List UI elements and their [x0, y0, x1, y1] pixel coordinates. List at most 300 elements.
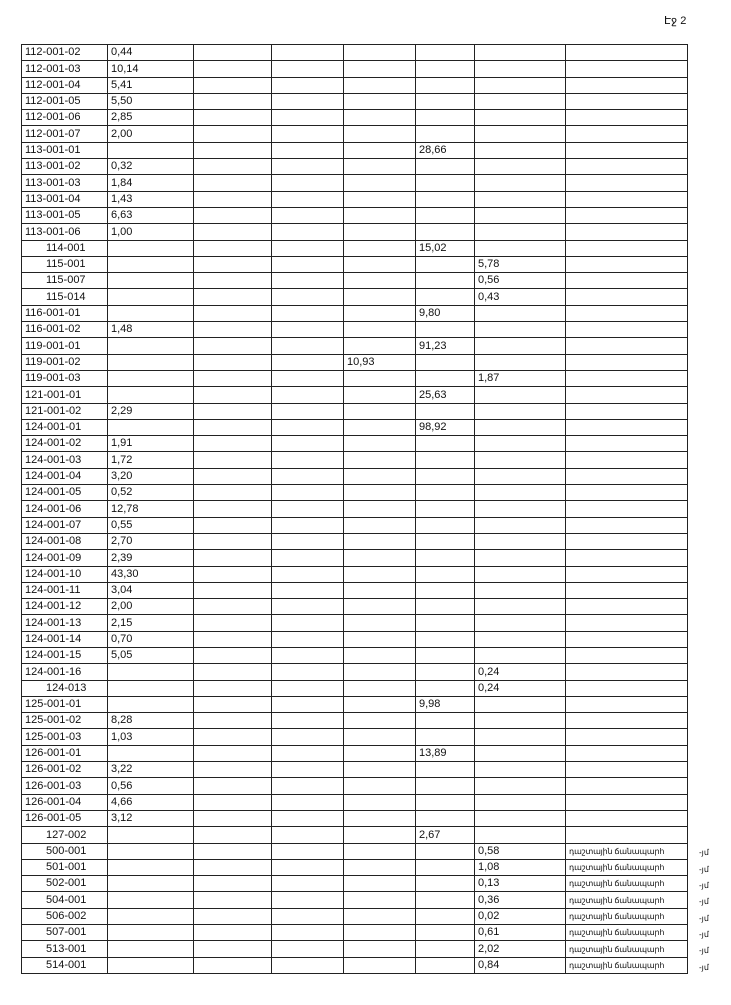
area-col4-cell [344, 305, 416, 321]
note-cell [566, 126, 688, 142]
land-parcel-table [21, 44, 688, 974]
note-cell [566, 550, 688, 566]
blank-col3-cell [272, 631, 344, 647]
area-col4-cell [344, 664, 416, 680]
area-col6-cell: 0,13 [475, 876, 566, 892]
note-cell [566, 207, 688, 223]
area-col4-cell [344, 175, 416, 191]
area-col1-cell [108, 680, 194, 696]
blank-col3-cell [272, 729, 344, 745]
blank-col3-cell [272, 159, 344, 175]
area-col1-cell [108, 354, 194, 370]
table-row [22, 191, 688, 207]
parcel-code-cell: 113-001-05 [22, 207, 108, 223]
blank-col3-cell [272, 876, 344, 892]
parcel-code-cell: 114-001 [22, 240, 108, 256]
area-col6-cell [475, 468, 566, 484]
note-cell [566, 419, 688, 435]
note-cell [566, 680, 688, 696]
area-col6-cell [475, 77, 566, 93]
parcel-code-cell: 113-001-03 [22, 175, 108, 191]
area-col4-cell [344, 256, 416, 272]
parcel-code-cell: 514-001 [22, 957, 108, 973]
area-col1-cell: 43,30 [108, 566, 194, 582]
blank-col3-cell [272, 810, 344, 826]
blank-col3-cell [272, 468, 344, 484]
area-col1-cell: 4,66 [108, 794, 194, 810]
area-col6-cell [475, 354, 566, 370]
blank-col2-cell [194, 566, 272, 582]
blank-col3-cell [272, 647, 344, 663]
blank-col3-cell [272, 843, 344, 859]
blank-col2-cell [194, 762, 272, 778]
blank-col3-cell [272, 892, 344, 908]
area-col6-cell [475, 45, 566, 61]
parcel-code-cell: 115-007 [22, 273, 108, 289]
parcel-code-cell: 112-001-05 [22, 93, 108, 109]
note-cell [566, 762, 688, 778]
blank-col3-cell [272, 550, 344, 566]
area-col6-cell [475, 61, 566, 77]
area-col1-cell: 0,56 [108, 778, 194, 794]
area-col1-cell [108, 289, 194, 305]
area-col1-cell: 1,91 [108, 436, 194, 452]
parcel-code-cell: 124-001-13 [22, 615, 108, 631]
area-col6-cell: 2,02 [475, 941, 566, 957]
area-col5-cell [416, 403, 475, 419]
blank-col2-cell [194, 387, 272, 403]
blank-col2-cell [194, 338, 272, 354]
table-row [22, 664, 688, 680]
parcel-code-cell: 112-001-04 [22, 77, 108, 93]
area-col6-cell: 0,36 [475, 892, 566, 908]
area-col5-cell [416, 680, 475, 696]
blank-col3-cell [272, 696, 344, 712]
area-col4-cell [344, 110, 416, 126]
area-col6-cell [475, 322, 566, 338]
area-col4-cell: 10,93 [344, 354, 416, 370]
area-col1-cell: 3,12 [108, 810, 194, 826]
blank-col2-cell [194, 599, 272, 615]
area-col5-cell [416, 452, 475, 468]
blank-col3-cell [272, 305, 344, 321]
parcel-code-cell: 119-001-03 [22, 370, 108, 386]
area-col5-cell [416, 794, 475, 810]
table-row [22, 175, 688, 191]
area-col5-cell [416, 941, 475, 957]
table-row [22, 615, 688, 631]
page-number: Էջ 2 [664, 15, 687, 27]
table-row [22, 713, 688, 729]
parcel-code-cell: 126-001-02 [22, 762, 108, 778]
blank-col2-cell [194, 680, 272, 696]
table-row [22, 224, 688, 240]
blank-col2-cell [194, 908, 272, 924]
note-cell [566, 387, 688, 403]
table-row [22, 843, 688, 859]
area-col4-cell [344, 45, 416, 61]
area-col4-cell [344, 778, 416, 794]
note-cell [566, 778, 688, 794]
note-cell [566, 696, 688, 712]
area-col1-cell: 2,39 [108, 550, 194, 566]
blank-col3-cell [272, 680, 344, 696]
note-cell [566, 224, 688, 240]
blank-col2-cell [194, 810, 272, 826]
blank-col2-cell [194, 452, 272, 468]
blank-col3-cell [272, 941, 344, 957]
note-cell [566, 305, 688, 321]
note-cell: դաշտային ճանապարհ [566, 876, 688, 892]
blank-col2-cell [194, 354, 272, 370]
table-row [22, 159, 688, 175]
note-cell [566, 729, 688, 745]
blank-col3-cell [272, 387, 344, 403]
area-col4-cell [344, 142, 416, 158]
table-row [22, 305, 688, 321]
area-col1-cell [108, 419, 194, 435]
area-col1-cell: 1,72 [108, 452, 194, 468]
parcel-code-cell: 127-002 [22, 827, 108, 843]
blank-col3-cell [272, 745, 344, 761]
area-col6-cell [475, 745, 566, 761]
area-col5-cell [416, 664, 475, 680]
area-col1-cell [108, 843, 194, 859]
parcel-code-cell: 112-001-07 [22, 126, 108, 142]
area-col6-cell: 1,87 [475, 370, 566, 386]
area-col5-cell [416, 256, 475, 272]
area-col1-cell: 2,15 [108, 615, 194, 631]
area-col4-cell [344, 338, 416, 354]
blank-col3-cell [272, 191, 344, 207]
area-col4-cell [344, 533, 416, 549]
area-col6-cell [475, 485, 566, 501]
area-col4-cell [344, 436, 416, 452]
parcel-code-cell: 126-001-05 [22, 810, 108, 826]
blank-col3-cell [272, 827, 344, 843]
note-cell: դաշտային ճանապարհ [566, 859, 688, 875]
area-col5-cell: 28,66 [416, 142, 475, 158]
area-col6-cell: 0,84 [475, 957, 566, 973]
area-col1-cell: 8,28 [108, 713, 194, 729]
area-col5-cell: 25,63 [416, 387, 475, 403]
area-col4-cell [344, 468, 416, 484]
parcel-code-cell: 112-001-03 [22, 61, 108, 77]
area-col5-cell [416, 273, 475, 289]
note-cell [566, 354, 688, 370]
note-cell [566, 517, 688, 533]
area-col1-cell: 1,00 [108, 224, 194, 240]
area-col5-cell [416, 778, 475, 794]
area-col5-cell [416, 843, 475, 859]
area-col1-cell [108, 142, 194, 158]
area-col6-cell: 0,56 [475, 273, 566, 289]
blank-col3-cell [272, 93, 344, 109]
note-cell [566, 810, 688, 826]
note-cell [566, 45, 688, 61]
area-col1-cell: 3,22 [108, 762, 194, 778]
note-cell [566, 582, 688, 598]
parcel-code-cell: 115-014 [22, 289, 108, 305]
area-col1-cell: 1,43 [108, 191, 194, 207]
area-col5-cell [416, 501, 475, 517]
note-cell [566, 566, 688, 582]
blank-col3-cell [272, 338, 344, 354]
table-row [22, 322, 688, 338]
note-cell [566, 452, 688, 468]
note-cell [566, 142, 688, 158]
area-col6-cell [475, 501, 566, 517]
area-col1-cell [108, 892, 194, 908]
note-cell [566, 827, 688, 843]
area-col4-cell [344, 647, 416, 663]
area-col5-cell [416, 126, 475, 142]
blank-col3-cell [272, 762, 344, 778]
area-col4-cell [344, 810, 416, 826]
blank-col2-cell [194, 729, 272, 745]
area-col5-cell [416, 289, 475, 305]
area-col4-cell [344, 745, 416, 761]
blank-col2-cell [194, 696, 272, 712]
area-col1-cell: 2,29 [108, 403, 194, 419]
area-col1-cell [108, 745, 194, 761]
table-row [22, 45, 688, 61]
area-col1-cell: 2,00 [108, 126, 194, 142]
area-col4-cell [344, 93, 416, 109]
area-col6-cell [475, 566, 566, 582]
note-cell [566, 501, 688, 517]
blank-col2-cell [194, 240, 272, 256]
area-col5-cell [416, 207, 475, 223]
note-cell [566, 745, 688, 761]
parcel-code-cell: 126-001-03 [22, 778, 108, 794]
table-row [22, 876, 688, 892]
blank-col2-cell [194, 631, 272, 647]
parcel-code-cell: 124-001-04 [22, 468, 108, 484]
blank-col2-cell [194, 778, 272, 794]
area-col5-cell [416, 468, 475, 484]
area-col6-cell [475, 615, 566, 631]
area-col5-cell: 91,23 [416, 338, 475, 354]
table-row [22, 207, 688, 223]
blank-col2-cell [194, 925, 272, 941]
area-col5-cell [416, 517, 475, 533]
parcel-code-cell: 124-001-02 [22, 436, 108, 452]
area-col5-cell [416, 582, 475, 598]
table-row [22, 419, 688, 435]
blank-col3-cell [272, 419, 344, 435]
parcel-code-cell: 501-001 [22, 859, 108, 875]
area-col4-cell [344, 859, 416, 875]
blank-col3-cell [272, 599, 344, 615]
parcel-code-cell: 124-001-08 [22, 533, 108, 549]
area-col1-cell: 2,70 [108, 533, 194, 549]
side-mark: -յմ [699, 880, 709, 890]
blank-col3-cell [272, 45, 344, 61]
table-row [22, 77, 688, 93]
blank-col2-cell [194, 126, 272, 142]
parcel-code-cell: 124-001-11 [22, 582, 108, 598]
blank-col3-cell [272, 110, 344, 126]
area-col5-cell [416, 762, 475, 778]
side-mark: -յմ [699, 864, 709, 874]
table-row [22, 550, 688, 566]
table-row [22, 957, 688, 973]
blank-col3-cell [272, 175, 344, 191]
blank-col2-cell [194, 191, 272, 207]
area-col6-cell [475, 647, 566, 663]
area-col6-cell [475, 696, 566, 712]
area-col5-cell [416, 859, 475, 875]
table-row [22, 941, 688, 957]
area-col1-cell [108, 273, 194, 289]
area-col6-cell [475, 240, 566, 256]
area-col4-cell [344, 322, 416, 338]
area-col1-cell: 5,50 [108, 93, 194, 109]
area-col4-cell [344, 224, 416, 240]
note-cell: դաշտային ճանապարհ [566, 941, 688, 957]
note-cell [566, 159, 688, 175]
area-col6-cell [475, 631, 566, 647]
area-col4-cell [344, 680, 416, 696]
area-col4-cell [344, 126, 416, 142]
blank-col3-cell [272, 664, 344, 680]
table-row [22, 501, 688, 517]
blank-col2-cell [194, 468, 272, 484]
area-col6-cell [475, 582, 566, 598]
area-col6-cell [475, 419, 566, 435]
table-row [22, 680, 688, 696]
area-col5-cell: 2,67 [416, 827, 475, 843]
area-col4-cell [344, 876, 416, 892]
area-col4-cell [344, 599, 416, 615]
area-col6-cell: 1,08 [475, 859, 566, 875]
blank-col2-cell [194, 142, 272, 158]
blank-col2-cell [194, 827, 272, 843]
parcel-code-cell: 124-001-16 [22, 664, 108, 680]
area-col5-cell: 98,92 [416, 419, 475, 435]
area-col1-cell: 5,41 [108, 77, 194, 93]
blank-col3-cell [272, 273, 344, 289]
note-cell [566, 631, 688, 647]
area-col5-cell [416, 224, 475, 240]
area-col1-cell: 1,03 [108, 729, 194, 745]
blank-col2-cell [194, 664, 272, 680]
area-col1-cell [108, 338, 194, 354]
note-cell: դաշտային ճանապարհ [566, 957, 688, 973]
note-cell [566, 436, 688, 452]
area-col4-cell [344, 452, 416, 468]
table-row [22, 403, 688, 419]
area-col5-cell [416, 322, 475, 338]
area-col4-cell [344, 191, 416, 207]
parcel-code-cell: 119-001-02 [22, 354, 108, 370]
table-row [22, 517, 688, 533]
blank-col2-cell [194, 713, 272, 729]
note-cell [566, 338, 688, 354]
parcel-code-cell: 113-001-04 [22, 191, 108, 207]
area-col6-cell: 0,43 [475, 289, 566, 305]
table-row [22, 810, 688, 826]
area-col4-cell [344, 61, 416, 77]
blank-col3-cell [272, 582, 344, 598]
table-row [22, 468, 688, 484]
area-col6-cell [475, 224, 566, 240]
area-col5-cell [416, 370, 475, 386]
note-cell: դաշտային ճանապարհ [566, 908, 688, 924]
blank-col3-cell [272, 126, 344, 142]
note-cell [566, 599, 688, 615]
table-row [22, 859, 688, 875]
area-col4-cell [344, 729, 416, 745]
area-col6-cell [475, 305, 566, 321]
area-col6-cell [475, 338, 566, 354]
area-col6-cell [475, 110, 566, 126]
table-row [22, 338, 688, 354]
area-col6-cell [475, 403, 566, 419]
table-row [22, 827, 688, 843]
table-row [22, 631, 688, 647]
area-col5-cell [416, 175, 475, 191]
blank-col3-cell [272, 501, 344, 517]
side-mark: -յմ [699, 848, 709, 858]
area-col1-cell [108, 827, 194, 843]
area-col6-cell [475, 159, 566, 175]
area-col5-cell [416, 436, 475, 452]
area-col1-cell: 0,55 [108, 517, 194, 533]
parcel-code-cell: 502-001 [22, 876, 108, 892]
area-col4-cell [344, 941, 416, 957]
table-row [22, 126, 688, 142]
table-row [22, 436, 688, 452]
area-col4-cell [344, 419, 416, 435]
area-col4-cell [344, 843, 416, 859]
blank-col3-cell [272, 452, 344, 468]
parcel-code-cell: 125-001-01 [22, 696, 108, 712]
parcel-code-cell: 124-001-09 [22, 550, 108, 566]
parcel-code-cell: 124-001-03 [22, 452, 108, 468]
table-row [22, 273, 688, 289]
note-cell [566, 256, 688, 272]
blank-col2-cell [194, 941, 272, 957]
area-col6-cell [475, 827, 566, 843]
blank-col3-cell [272, 533, 344, 549]
parcel-code-cell: 121-001-02 [22, 403, 108, 419]
area-col5-cell: 15,02 [416, 240, 475, 256]
area-col6-cell [475, 550, 566, 566]
area-col4-cell [344, 582, 416, 598]
area-col4-cell [344, 240, 416, 256]
table-row [22, 778, 688, 794]
area-col5-cell [416, 110, 475, 126]
note-cell [566, 370, 688, 386]
area-col5-cell [416, 159, 475, 175]
area-col4-cell [344, 957, 416, 973]
parcel-code-cell: 124-001-15 [22, 647, 108, 663]
area-col4-cell [344, 892, 416, 908]
area-col5-cell: 9,80 [416, 305, 475, 321]
parcel-code-cell: 126-001-04 [22, 794, 108, 810]
area-col6-cell [475, 778, 566, 794]
blank-col3-cell [272, 207, 344, 223]
area-col4-cell [344, 207, 416, 223]
blank-col2-cell [194, 794, 272, 810]
area-col1-cell [108, 925, 194, 941]
table-row [22, 256, 688, 272]
parcel-code-cell: 113-001-06 [22, 224, 108, 240]
area-col6-cell [475, 142, 566, 158]
parcel-code-cell: 506-002 [22, 908, 108, 924]
